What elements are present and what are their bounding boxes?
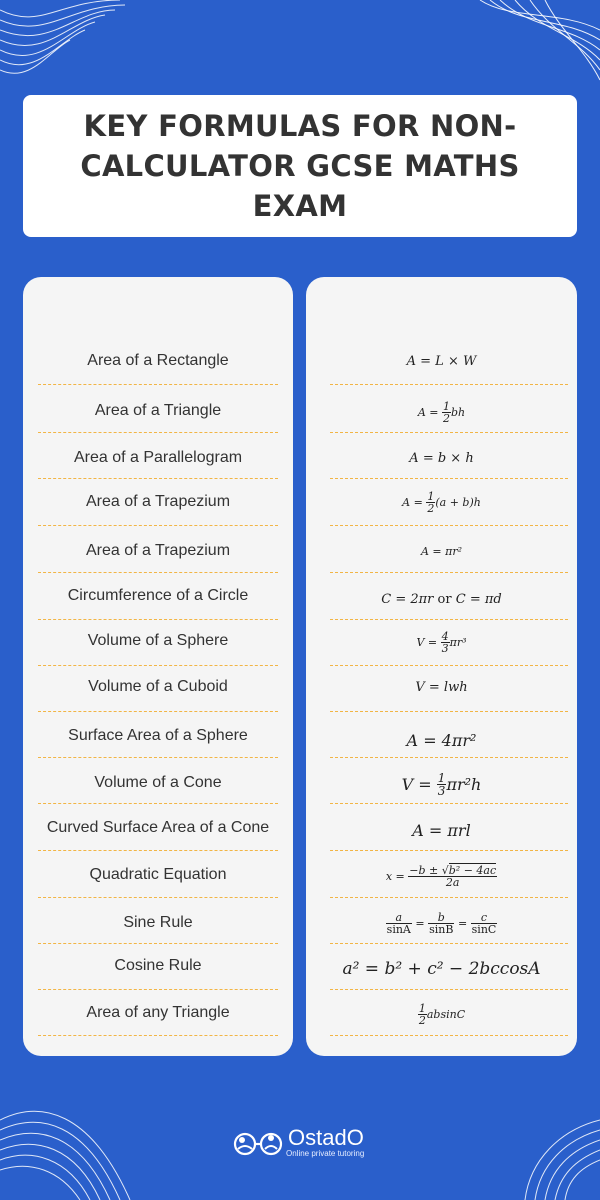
page-title: KEY FORMULAS FOR NON-CALCULATOR GCSE MATHS EXAM [80,109,520,223]
fraction [442,401,451,424]
divider [38,757,278,758]
divider [38,989,278,990]
divider [330,572,568,573]
equals-sign: = [457,916,468,930]
fraction-numerator: 4 [441,629,449,643]
list-item: Volume of a Cone [94,774,222,791]
divider [38,619,278,620]
list-item: Area of a Trapezium [85,542,231,559]
quadratic-prefix: −b ± [409,863,442,877]
fraction-numerator: 1 [443,399,451,413]
fraction-denominator: 2 [427,501,435,515]
fraction [408,865,497,888]
formula-part: C = 2πr [381,591,434,607]
fraction [437,772,447,797]
divider [330,757,568,758]
divider [38,525,278,526]
formula-lhs: V = [416,635,438,649]
fraction-numerator: 1 [427,489,435,503]
divider [38,665,278,666]
list-item: Volume of a Cuboid [88,678,228,695]
formulas-panel [306,277,577,1056]
fraction-denominator: sinB [429,922,454,936]
fraction-denominator: sinA [386,922,411,936]
fraction-denominator: 2 [418,1013,426,1027]
fraction [418,1003,427,1026]
formula-lhs: V = [401,774,432,794]
fraction-numerator: a [395,910,403,924]
radicand: b² − 4ac [448,863,497,877]
list-item: Circumference of a Circle [67,587,249,604]
equals-sign: = [415,916,425,930]
formula-cuboid-volume: V = lwh [415,679,468,695]
list-item: Curved Surface Area of a Cone [46,819,270,836]
list-item: Area of a Trapezium [85,493,231,510]
list-item: Surface Area of a Sphere [68,727,248,744]
fraction-numerator: 1 [418,1001,426,1015]
formula-lhs: x = [385,869,405,883]
formula-rhs: absinC [426,1007,466,1021]
divider [330,711,568,712]
fraction-denominator: 3 [441,641,449,655]
square-root-sign: √ [441,863,449,877]
fraction-numerator [408,865,497,876]
fraction-numerator: c [480,910,488,924]
list-item: Sine Rule [123,914,193,931]
top-left-wave-decoration [0,0,140,90]
divider [38,384,278,385]
divider [330,432,568,433]
fraction [471,912,498,935]
divider [38,803,278,804]
formula-part: C = πd [455,591,502,607]
formula-or: or [437,591,452,607]
formula-quadratic [306,858,577,894]
fraction [441,631,450,654]
formula-circle-area: A = πr² [420,544,463,558]
formula-lhs: A = [402,495,423,509]
formula-rhs: (a + b)h [435,495,481,509]
formula-cone-curved-surface: A = πrl [412,820,471,840]
ostado-logo-icon [232,1127,286,1159]
logo-name: OstadO [288,1125,364,1150]
divider [38,572,278,573]
bottom-right-wave-decoration [510,1110,600,1200]
bottom-left-wave-decoration [0,1100,140,1200]
ostado-logo [232,1125,372,1161]
divider [330,989,568,990]
formula-names-panel [23,277,293,1056]
formula-sphere-volume [306,627,577,657]
logo-tagline: Online private tutoring [286,1149,365,1158]
formula-cone-volume [306,767,577,801]
title-card [23,95,577,237]
list-item: Area of any Triangle [86,1004,230,1021]
divider [330,897,568,898]
formula-any-triangle-area [306,997,577,1031]
formula-rhs: πr³ [449,635,467,649]
divider [38,432,278,433]
formula-rhs: πr²h [446,774,482,794]
divider [38,711,278,712]
formula-circle-circumference [306,587,577,611]
list-item: Area of a Parallelogram [73,449,243,466]
top-right-wave-decoration [470,0,600,90]
divider [330,1035,568,1036]
divider [330,665,568,666]
list-item: Cosine Rule [114,957,202,974]
list-item: Area of a Rectangle [87,352,229,369]
fraction-denominator: 2 [443,411,451,425]
fraction-numerator: 1 [437,770,446,785]
fraction-denominator: 2a [445,875,460,889]
formula-cosine-rule: a² = b² + c² − 2bccosA [342,959,541,979]
fraction-numerator: b [437,910,445,924]
divider [38,897,278,898]
divider [330,850,568,851]
list-item: Quadratic Equation [89,866,227,883]
formula-rhs: bh [451,405,466,419]
fraction [428,912,454,935]
formula-trapezium-area [306,487,577,517]
list-item: Area of a Triangle [94,402,222,419]
formula-rectangle-area: A = L × W [406,353,477,369]
list-item: Volume of a Sphere [87,632,229,649]
fraction [426,491,435,514]
divider [330,384,568,385]
divider [330,803,568,804]
fraction-denominator: 3 [437,783,446,798]
divider [38,1035,278,1036]
formula-lhs: A = [417,405,439,419]
formula-sphere-surface-area: A = 4πr² [406,730,477,750]
divider [38,943,278,944]
formula-sine-rule [306,907,577,939]
fraction-denominator: sinC [471,922,497,936]
divider [330,525,568,526]
divider [38,850,278,851]
divider [330,943,568,944]
divider [330,478,568,479]
fraction [386,912,412,935]
formula-triangle-area [306,397,577,427]
formula-parallelogram-area: A = b × h [409,450,474,466]
divider [330,619,568,620]
divider [38,478,278,479]
